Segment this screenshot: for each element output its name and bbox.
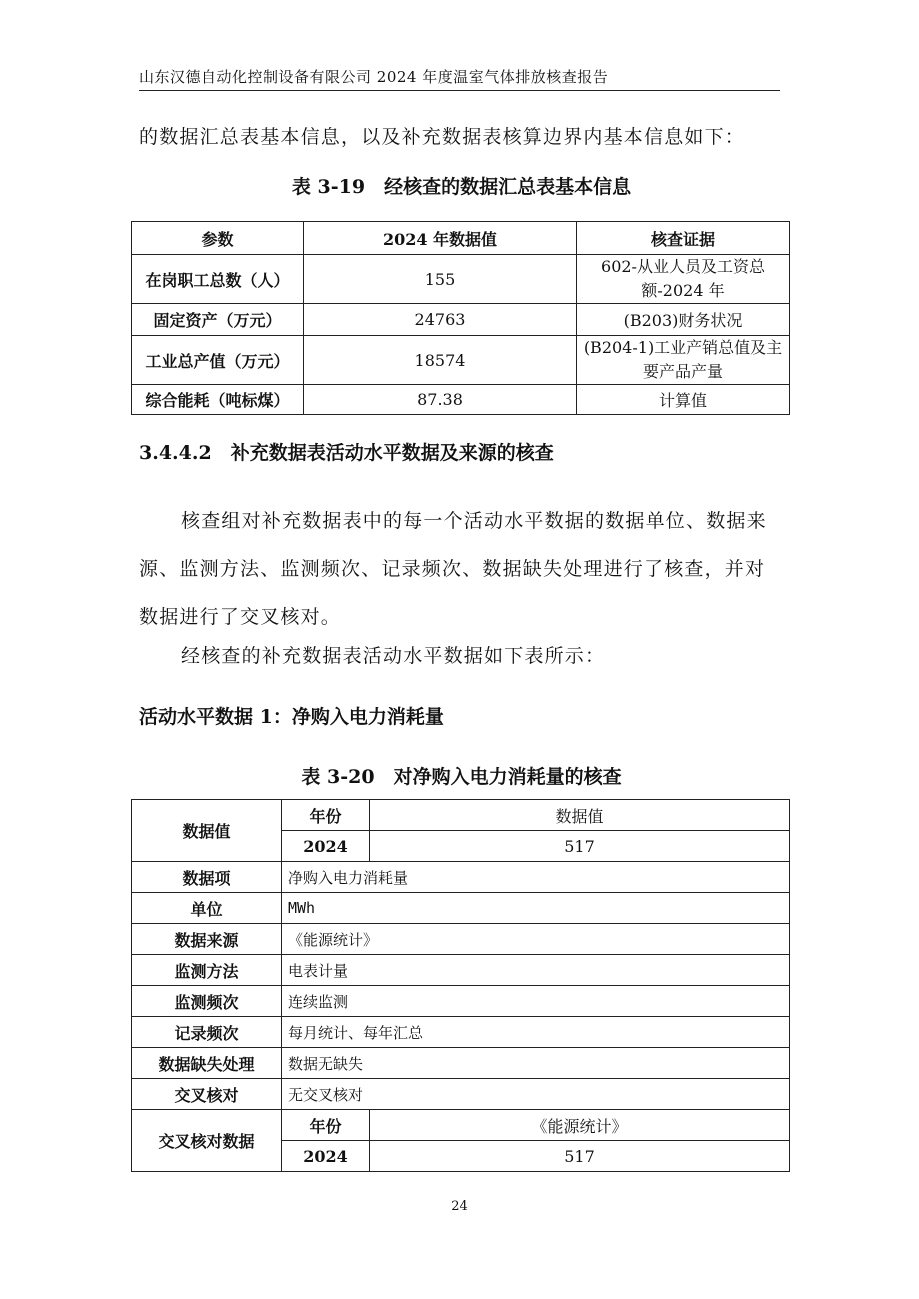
row-label: 数据项: [132, 862, 282, 893]
table-row: [132, 255, 790, 304]
row-value: 155: [304, 255, 577, 304]
activity-heading: 活动水平数据 1：净购入电力消耗量: [139, 706, 444, 728]
intro-line: 的数据汇总表基本信息，以及补充数据表核算边界内基本信息如下：: [139, 126, 746, 148]
row-evidence: 计算值: [577, 385, 790, 415]
table-row: [132, 336, 790, 385]
electricity-check-table: [131, 799, 790, 1172]
row-value: 18574: [304, 336, 577, 385]
row-param: 综合能耗（吨标煤）: [132, 385, 304, 415]
row-label: 监测频次: [132, 986, 282, 1017]
table-row: [132, 924, 790, 955]
row-label: 数据来源: [132, 924, 282, 955]
table-row: [132, 1017, 790, 1048]
paragraph-1: 核查组对补充数据表中的每一个活动水平数据的数据单位、数据来源、监测方法、监测频次、记录频次、数据缺失处理进行了核查，并对数据进行了交叉核对。: [139, 510, 767, 628]
table-row: [132, 1079, 790, 1110]
page-number: 24: [451, 1199, 468, 1214]
row-evidence: (B204-1)工业产销总值及主要产品产量: [577, 336, 790, 385]
page-header: 山东汉德自动化控制设备有限公司 2024 年度温室气体排放核查报告: [139, 68, 609, 86]
table-row: [132, 986, 790, 1017]
row-value: 连续监测: [282, 986, 790, 1017]
row-param: 固定资产（万元）: [132, 304, 304, 336]
header-value: 2024 年数据值: [304, 222, 577, 255]
year-cell: 2024: [282, 831, 370, 862]
table1-caption: 表 3-19 经核查的数据汇总表基本信息: [291, 176, 632, 198]
row-value: 24763: [304, 304, 577, 336]
table-row: [132, 800, 790, 831]
paragraph-2: 经核查的补充数据表活动水平数据如下表所示：: [181, 645, 606, 667]
cross-check-label: 交叉核对数据: [132, 1110, 282, 1172]
table-row: [132, 304, 790, 336]
row-value: MWh: [282, 893, 790, 924]
row-label: 单位: [132, 893, 282, 924]
header-evidence: 核查证据: [577, 222, 790, 255]
row-label: 记录频次: [132, 1017, 282, 1048]
row-value: 净购入电力消耗量: [282, 862, 790, 893]
table-row: [132, 385, 790, 415]
summary-table: [131, 221, 790, 415]
data-value-label: 数据值: [132, 800, 282, 862]
cross-value: 517: [370, 1141, 790, 1172]
value-cell: 517: [370, 831, 790, 862]
row-label: 监测方法: [132, 955, 282, 986]
row-label: 交叉核对: [132, 1079, 282, 1110]
row-value: 无交叉核对: [282, 1079, 790, 1110]
row-param: 工业总产值（万元）: [132, 336, 304, 385]
table-row: [132, 862, 790, 893]
table-header-row: [132, 222, 790, 255]
cross-source: 《能源统计》: [370, 1110, 790, 1141]
header-rule: [139, 90, 780, 91]
row-evidence: (B203)财务状况: [577, 304, 790, 336]
value-label: 数据值: [370, 800, 790, 831]
row-value: 电表计量: [282, 955, 790, 986]
section-heading: 3.4.4.2 补充数据表活动水平数据及来源的核查: [139, 442, 554, 464]
row-label: 数据缺失处理: [132, 1048, 282, 1079]
header-param: 参数: [132, 222, 304, 255]
row-value: 数据无缺失: [282, 1048, 790, 1079]
row-param: 在岗职工总数（人）: [132, 255, 304, 304]
row-evidence: 602-从业人员及工资总额-2024 年: [577, 255, 790, 304]
row-value: 87.38: [304, 385, 577, 415]
cross-year: 2024: [282, 1141, 370, 1172]
row-value: 《能源统计》: [282, 924, 790, 955]
table2-caption: 表 3-20 对净购入电力消耗量的核查: [301, 766, 622, 788]
table-row: [132, 1110, 790, 1141]
table-row: [132, 955, 790, 986]
table-row: [132, 1048, 790, 1079]
year-label: 年份: [282, 800, 370, 831]
row-value: 每月统计、每年汇总: [282, 1017, 790, 1048]
table-row: [132, 893, 790, 924]
cross-year-label: 年份: [282, 1110, 370, 1141]
